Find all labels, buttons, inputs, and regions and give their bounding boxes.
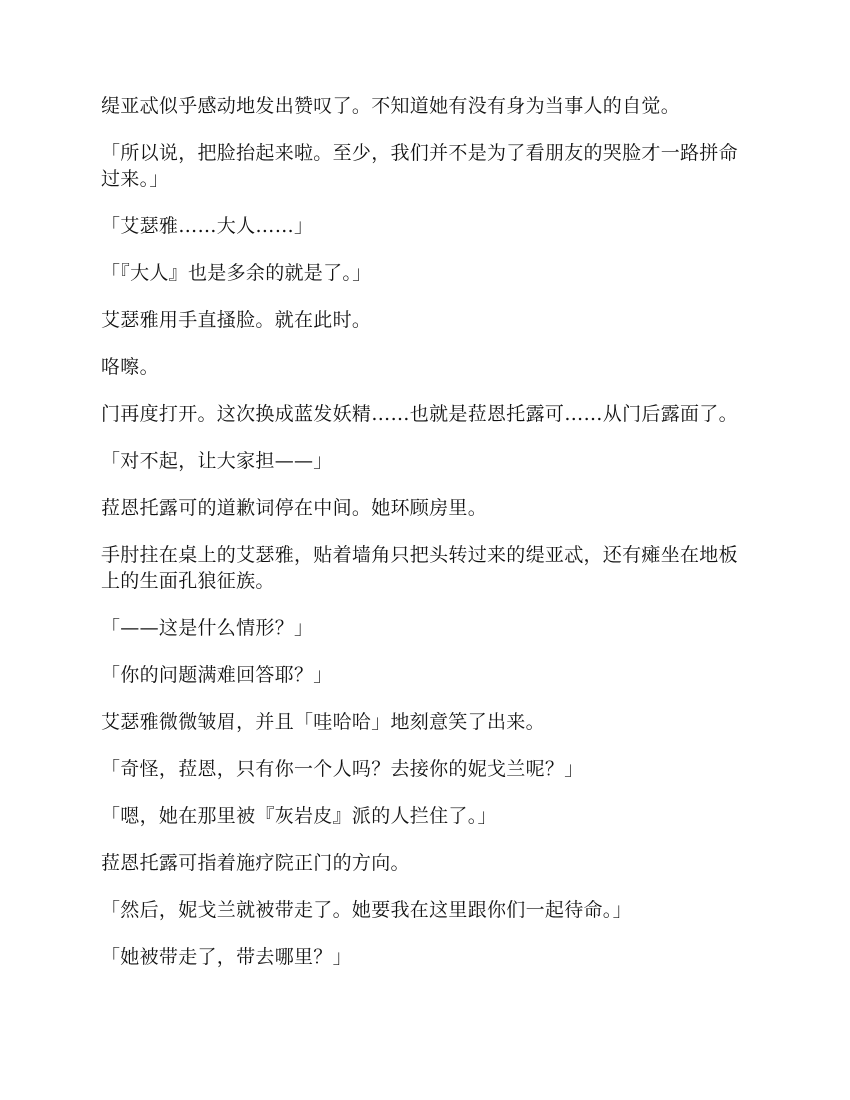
- paragraph: 门再度打开。这次换成蓝发妖精……也就是菈恩托露可……从门后露面了。: [101, 403, 738, 425]
- paragraph: 「所以说，把脸抬起来啦。至少，我们并不是为了看朋友的哭脸才一路拼命过来。」: [101, 142, 738, 190]
- paragraph: 艾瑟雅微微皱眉，并且「哇哈哈」地刻意笑了出来。: [101, 711, 545, 733]
- document-body: [101, 93, 751, 991]
- paragraph: 咯嚓。: [101, 356, 159, 378]
- paragraph: 「『大人』也是多余的就是了。」: [101, 262, 372, 284]
- paragraph: 菈恩托露可的道歉词停在中间。她环顾房里。: [101, 497, 488, 519]
- paragraph: 「嗯，她在那里被『灰岩皮』派的人拦住了。」: [101, 805, 497, 827]
- paragraph: 菈恩托露可指着施疗院正门的方向。: [101, 852, 410, 874]
- paragraph: 艾瑟雅用手直搔脸。就在此时。: [101, 309, 372, 331]
- paragraph: 手肘拄在桌上的艾瑟雅，贴着墙角只把头转过来的缇亚忒，还有瘫坐在地板上的生面孔狼征族。: [101, 544, 738, 592]
- paragraph: 缇亚忒似乎感动地发出赞叹了。不知道她有没有身为当事人的自觉。: [101, 95, 681, 117]
- paragraph: 「艾瑟雅……大人……」: [101, 215, 314, 237]
- paragraph: 「然后，妮戈兰就被带走了。她要我在这里跟你们一起待命。」: [101, 899, 632, 921]
- paragraph: 「她被带走了，带去哪里？」: [101, 946, 352, 968]
- paragraph: 「——这是什么情形？」: [101, 617, 314, 639]
- paragraph: 「你的问题满难回答耶？」: [101, 664, 333, 686]
- paragraph: 「奇怪，菈恩，只有你一个人吗？去接你的妮戈兰呢？」: [101, 758, 584, 780]
- paragraph: 「对不起，让大家担——」: [101, 450, 333, 472]
